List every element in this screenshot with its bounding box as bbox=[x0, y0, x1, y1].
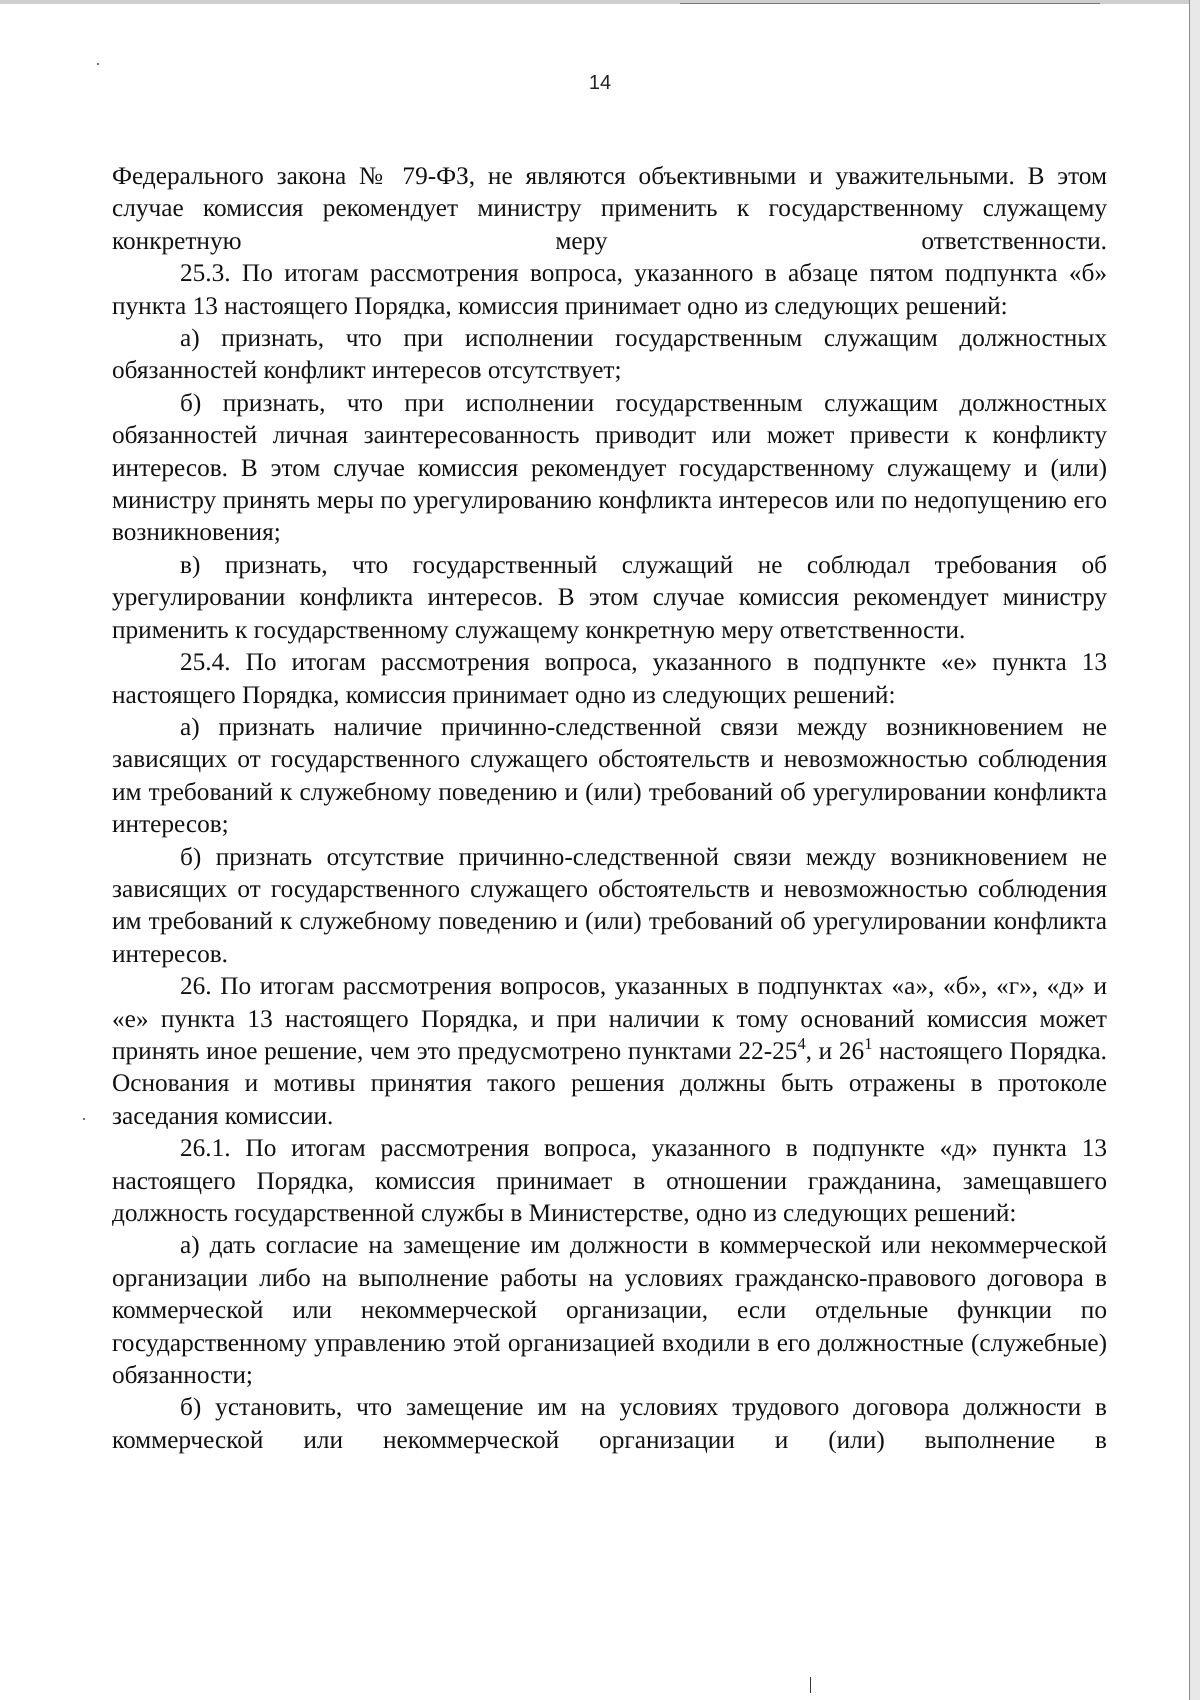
paragraph-26-text-end: настоящего Порядка. Основания и мотивы принятия такого решения должны быть отражены в протоколе заседания комиссии. bbox=[112, 1036, 1107, 1130]
superscript-1: 1 bbox=[864, 1033, 873, 1053]
paragraph-26-1-b: б) установить, что замещение им на условиях трудового договора должности в коммерческой или некоммерческой организации и (или) выполнение в bbox=[112, 1393, 1107, 1454]
paragraph-25-4: 25.4. По итогам рассмотрения вопроса, указанного в подпункте «е» пункта 13 настоящего Порядка, комиссия принимает одно из следующих решений: bbox=[112, 648, 1107, 709]
paragraph-25-4-b: б) признать отсутствие причинно-следственной связи между возникновением не зависящих от государственного служащего обстоятельств и невозможностью соблюдения им требований к служебному поведению и (или) требований об урегулировании конфликта интересов. bbox=[112, 842, 1107, 968]
scan-bottom-mark bbox=[810, 1677, 811, 1693]
scan-top-border bbox=[0, 0, 1200, 4]
page-number: 14 bbox=[588, 72, 612, 94]
paragraph-26-text-middle: , и 26 bbox=[805, 1036, 865, 1065]
scan-speck bbox=[83, 1118, 85, 1120]
paragraph-25-3-a: а) признать, что при исполнении государственным служащим должностных обязанностей конфликт интересов отсутствует; bbox=[112, 324, 1107, 385]
paragraph-26-text-start: 26. По итогам рассмотрения вопросов, указанных в подпунктах «а», «б», «г», «д» и «е» пункта 13 настоящего Порядка, и при наличии к тому оснований комиссия может принять иное решение, чем это предусмотрено пунктами 22-25 bbox=[112, 972, 1107, 1065]
document-body bbox=[112, 160, 1107, 1456]
scan-right-border bbox=[1189, 0, 1200, 1700]
paragraph-continuation: Федерального закона № 79-ФЗ, не являются объективными и уважительными. В этом случае комиссия рекомендует министру применить к государственному служащему конкретную меру ответственности. bbox=[112, 162, 1107, 255]
paragraph-25-3-v: в) признать, что государственный служащий не соблюдал требования об урегулировании конфликта интересов. В этом случае комиссия рекомендует министру применить к государственному служащему конкретную меру ответственности. bbox=[112, 550, 1107, 644]
paragraph-25-4-a: а) признать наличие причинно-следственной связи между возникновением не зависящих от государственного служащего обстоятельств и невозможностью соблюдения им требований к служебному поведению и (или) требований об урегулировании конфликта интересов; bbox=[112, 712, 1107, 839]
paragraph-26-1: 26.1. По итогам рассмотрения вопроса, указанного в подпункте «д» пункта 13 настоящего Порядка, комиссия принимает в отношении гражданина, замещавшего должность государственной службы в Министерстве, одно из следующих решений: bbox=[112, 1134, 1107, 1227]
paragraph-25-3: 25.3. По итогам рассмотрения вопроса, указанного в абзаце пятом подпункта «б» пункта 13 настоящего Порядка, комиссия принимает одно из следующих решений: bbox=[112, 259, 1107, 320]
superscript-4: 4 bbox=[797, 1033, 806, 1053]
paragraph-26 bbox=[112, 970, 1107, 1132]
scan-speck bbox=[97, 63, 99, 65]
paragraph-25-3-b: б) признать, что при исполнении государственным служащим должностных обязанностей личная заинтересованность приводит или может привести к конфликту интересов. В этом случае комиссия рекомендует государственному служащему и (или) министру принять меры по урегулированию конфликта интересов или по недопущению его возникновения; bbox=[112, 388, 1107, 547]
paragraph-26-1-a: а) дать согласие на замещение им должности в коммерческой или некоммерческой организации либо на выполнение работы на условиях гражданско-правового договора в коммерческой или некоммерческой организации, если отдельные функции по государственному управлению этой организацией входили в его должностные (служебные) обязанности; bbox=[112, 1231, 1107, 1390]
